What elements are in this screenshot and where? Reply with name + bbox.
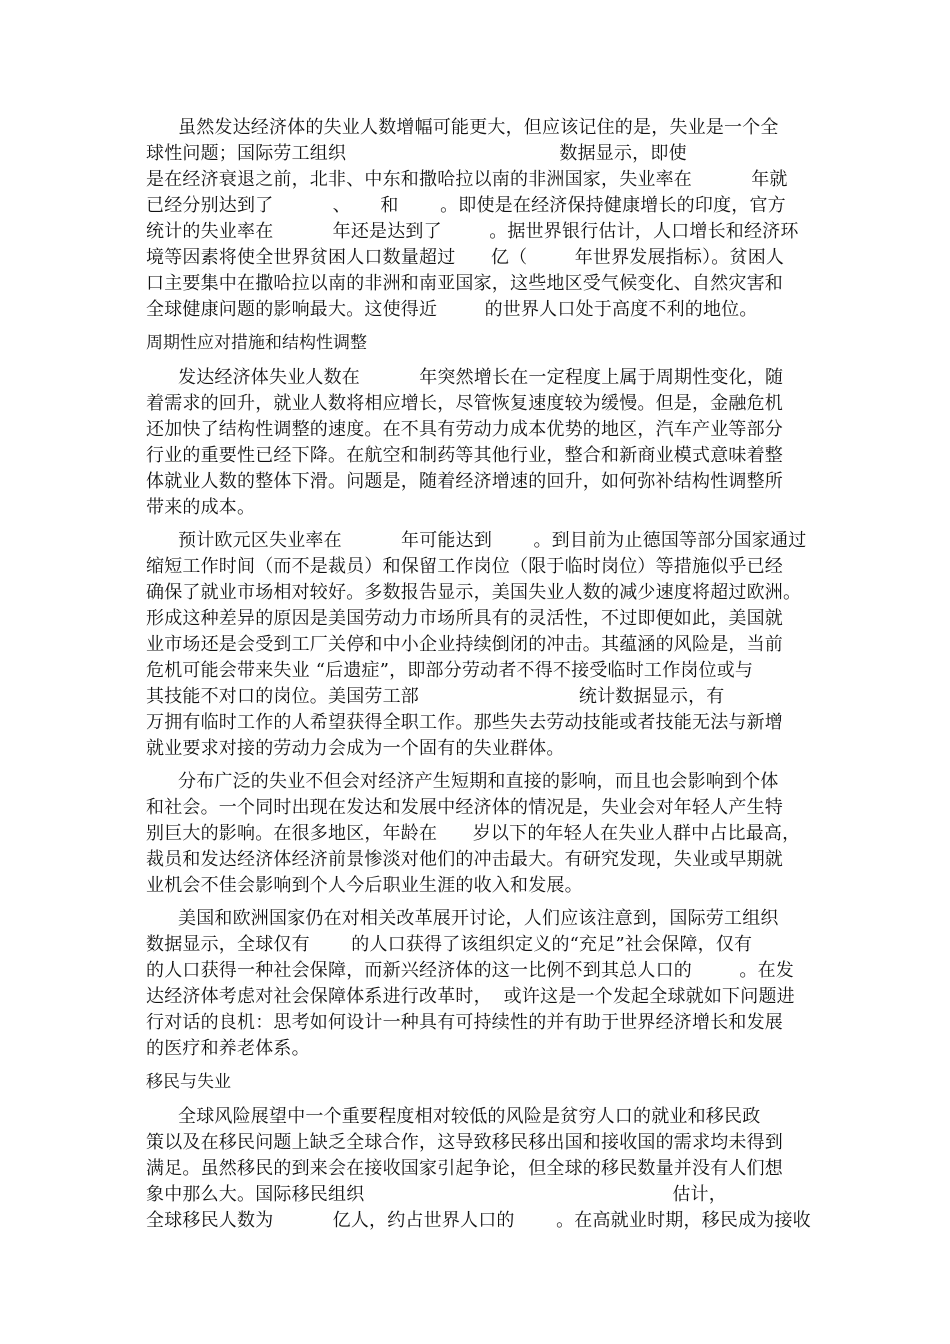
paragraph-2-line-5: 体就业人数的整体下滑。问题是，随着经济增速的回升，如何弥补结构性调整所 — [146, 471, 783, 492]
paragraph-4-line-1: 分布广泛的失业不但会对经济产生短期和直接的影响，而且也会影响到个体 — [178, 771, 779, 792]
paragraph-1-line-2: 球性问题；国际劳工组织 数据显示，即使 — [146, 143, 687, 164]
paragraph-2-line-6: 带来的成本。 — [146, 497, 256, 518]
paragraph-4-line-3: 别巨大的影响。在很多地区，年龄在 岁以下的年轻人在失业人群中占比最高， — [146, 823, 801, 844]
paragraph-3-line-3: 确保了就业市场相对较好。多数报告显示，美国失业人数的减少速度将超过欧洲。 — [146, 582, 802, 603]
paragraph-2-line-3: 还加快了结构性调整的速度。在不具有劳动力成本优势的地区，汽车产业等部分 — [146, 419, 783, 440]
paragraph-6-line-2: 策以及在移民问题上缺乏全球合作，这导致移民移出国和接收国的需求均未得到 — [146, 1132, 783, 1153]
paragraph-2-line-2: 着需求的回升，就业人数将相应增长，尽管恢复速度较为缓慢。但是，金融危机 — [146, 393, 783, 414]
paragraph-3-line-9: 就业要求对接的劳动力会成为一个固有的失业群体。 — [146, 738, 565, 759]
paragraph-6-line-3: 满足。虽然移民的到来会在接收国家引起争论，但全球的移民数量并没有人们想 — [146, 1158, 783, 1179]
paragraph-2-line-4: 行业的重要性已经下降。在航空和制药等其他行业，整合和新商业模式意味着整 — [146, 445, 783, 466]
paragraph-4-line-5: 业机会不佳会影响到个人今后职业生涯的收入和发展。 — [146, 875, 583, 896]
paragraph-3-line-4: 形成这种差异的原因是美国劳动力市场所具有的灵活性，不过即便如此，美国就 — [146, 608, 783, 629]
paragraph-4-line-4: 裁员和发达经济体经济前景惨淡对他们的冲击最大。有研究发现，失业或早期就 — [146, 849, 783, 870]
paragraph-2-line-1: 发达经济体失业人数在 年突然增长在一定程度上属于周期性变化，随 — [178, 367, 784, 388]
paragraph-3-line-8: 万拥有临时工作的人希望获得全职工作。那些失去劳动技能或者技能无法与新增 — [146, 712, 783, 733]
paragraph-5-line-6: 的医疗和养老体系。 — [146, 1038, 310, 1059]
paragraph-3-line-2: 缩短工作时间（而不是裁员）和保留工作岗位（限于临时岗位）等措施似乎已经 — [146, 556, 783, 577]
paragraph-3-line-7: 其技能不对口的岗位。美国劳工部 统计数据显示，有 — [146, 686, 725, 707]
paragraph-1-line-8: 全球健康问题的影响最大。这使得近 的世界人口处于高度不利的地位。 — [146, 299, 758, 320]
paragraph-6-line-1: 全球风险展望中一个重要程度相对较低的风险是贫穷人口的就业和移民政 — [178, 1106, 761, 1127]
paragraph-4-line-2: 和社会。一个同时出现在发达和发展中经济体的情况是，失业会对年轻人产生特 — [146, 797, 783, 818]
paragraph-1-line-1: 虽然发达经济体的失业人数增幅可能更大，但应该记住的是，失业是一个全 — [178, 117, 779, 138]
paragraph-5-line-1: 美国和欧洲国家仍在对相关改革展开讨论，人们应该注意到，国际劳工组织 — [178, 908, 779, 929]
paragraph-6-line-5: 全球移民人数为 亿人，约占世界人口的 。在高就业时期，移民成为接收 — [146, 1210, 811, 1231]
paragraph-6-line-4: 象中那么大。国际移民组织 估计， — [146, 1184, 727, 1205]
paragraph-1-line-7: 口主要集中在撒哈拉以南的非洲和南亚国家，这些地区受气候变化、自然灾害和 — [146, 273, 783, 294]
paragraph-5-line-3: 的人口获得一种社会保障，而新兴经济体的这一比例不到其总人口的 。在发 — [146, 960, 794, 981]
paragraph-1-line-4: 已经分别达到了 、 和 。即使是在经济保持健康增长的印度，官方 — [146, 195, 786, 216]
paragraph-1-line-5: 统计的失业率在 年还是达到了 。据世界银行估计，人口增长和经济环 — [146, 221, 799, 242]
section-heading-migration: 移民与失业 — [146, 1072, 231, 1092]
paragraph-1-line-6: 境等因素将使全世界贫困人口数量超过 亿（ 年世界发展指标）。贫困人 — [146, 247, 785, 268]
paragraph-3-line-1: 预计欧元区失业率在 年可能达到 。到目前为止德国等部分国家通过 — [178, 530, 807, 551]
paragraph-5-line-5: 行对话的良机：思考如何设计一种具有可持续性的并有助于世界经济增长和发展 — [146, 1012, 783, 1033]
section-heading-cyclical: 周期性应对措施和结构性调整 — [146, 333, 367, 353]
paragraph-3-line-6: 危机可能会带来失业 “后遗症”，即部分劳动者不得不接受临时工作岗位或与 — [146, 660, 754, 681]
paragraph-3-line-5: 业市场还是会受到工厂关停和中小企业持续倒闭的冲击。其蕴涵的风险是，当前 — [146, 634, 783, 655]
paragraph-5-line-4: 达经济体考虑对社会保障体系进行改革时， 或许这是一个发起全球就如下问题进 — [146, 986, 795, 1007]
paragraph-1-line-3: 是在经济衰退之前，北非、中东和撒哈拉以南的非洲国家，失业率在 年就 — [146, 169, 788, 190]
paragraph-5-line-2: 数据显示，全球仅有 的人口获得了该组织定义的“充足”社会保障，仅有 — [146, 934, 753, 955]
